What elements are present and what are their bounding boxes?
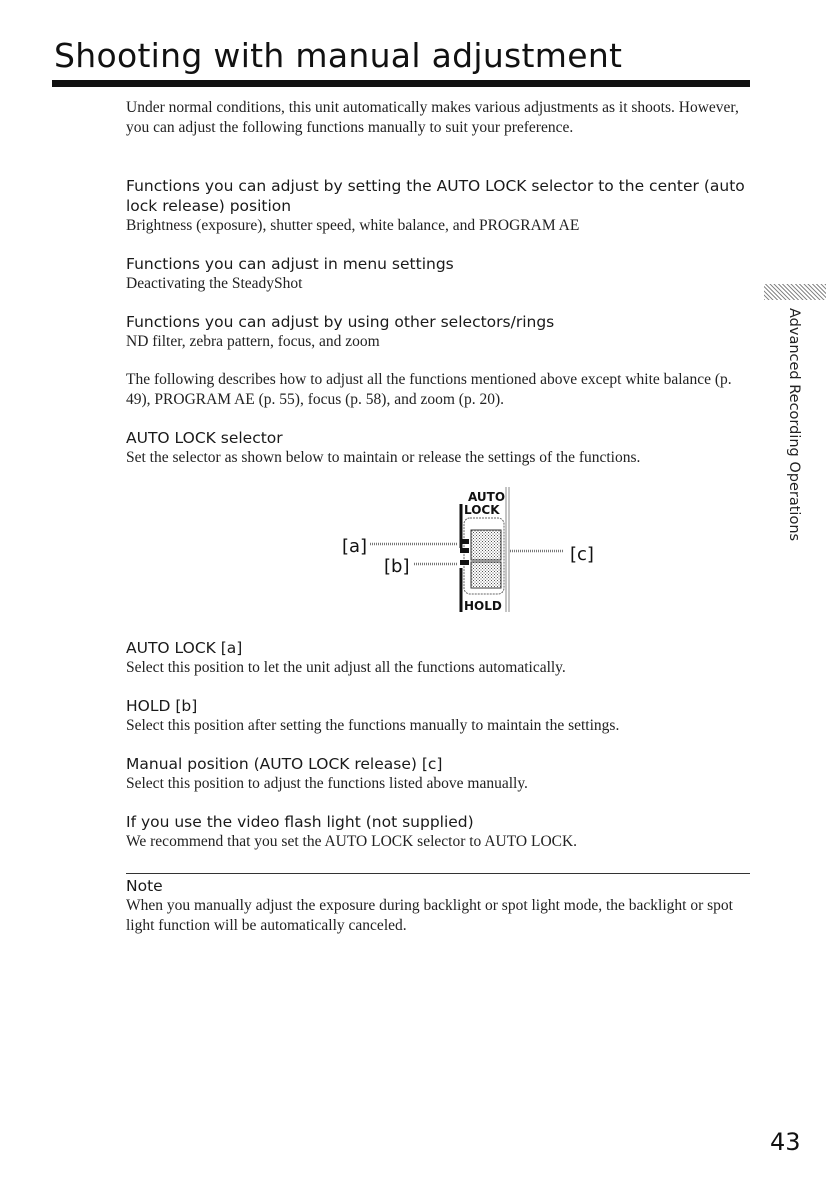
page-number: 43 (770, 1128, 801, 1156)
page-title: Shooting with manual adjustment (54, 36, 623, 75)
section-heading: If you use the video flash light (not supplied) (126, 813, 474, 831)
position-heading: AUTO LOCK [a] (126, 639, 243, 657)
auto-lock-selector-section (126, 428, 746, 468)
note-section (126, 876, 746, 936)
side-tab-marker (764, 284, 826, 300)
auto-lock-selector-diagram (320, 484, 600, 616)
position-body: Select this position after setting the functions manually to maintain the settings. (126, 717, 620, 734)
diagram-knob-upper (471, 530, 501, 560)
section-heading: Functions you can adjust by setting the AUTO LOCK selector to the center (auto lock release) position (126, 177, 745, 215)
video-flash-section (126, 812, 746, 852)
position-heading: Manual position (AUTO LOCK release) [c] (126, 755, 443, 773)
section-body: Deactivating the SteadyShot (126, 275, 303, 292)
position-auto-lock (126, 638, 746, 678)
diagram-label-lock: LOCK (464, 503, 500, 517)
intro-paragraph: Under normal conditions, this unit automatically makes various adjustments as it shoots. However, you can adjust the following functions manually to suit your preference. (126, 99, 739, 136)
diagram-tick-c (460, 548, 469, 553)
section-heading: AUTO LOCK selector (126, 429, 283, 447)
section-auto-lock-center (126, 176, 746, 236)
position-manual (126, 754, 746, 794)
section-heading: Functions you can adjust in menu settings (126, 255, 454, 273)
section-heading: Functions you can adjust by using other selectors/rings (126, 313, 555, 331)
position-body: Select this position to adjust the functions listed above manually. (126, 775, 528, 792)
section-body: ND filter, zebra pattern, focus, and zoom (126, 333, 380, 350)
callout-label-a: [a] (342, 536, 368, 557)
section-body: Set the selector as shown below to maintain or release the settings of the functions. (126, 449, 641, 466)
position-heading: HOLD [b] (126, 697, 198, 715)
note-heading: Note (126, 877, 163, 895)
section-body: Brightness (exposure), shutter speed, white balance, and PROGRAM AE (126, 217, 580, 234)
callout-label-c: [c] (570, 544, 594, 565)
section-body: We recommend that you set the AUTO LOCK selector to AUTO LOCK. (126, 833, 578, 850)
diagram-tick-b (460, 560, 469, 565)
diagram-knob-lower (471, 562, 501, 588)
note-divider (126, 873, 750, 874)
section-menu-settings (126, 254, 746, 294)
section-other-selectors (126, 312, 746, 352)
following-paragraph: The following describes how to adjust all the functions mentioned above except white balance (p. 49), PROGRAM AE (p. 55), focus (p. 58), and zoom (p. 20). (126, 371, 732, 408)
position-hold (126, 696, 746, 736)
note-body: When you manually adjust the exposure during backlight or spot light mode, the backlight or spot light function will be automatically canceled. (126, 897, 733, 934)
position-body: Select this position to let the unit adjust all the functions automatically. (126, 659, 566, 676)
diagram-label-auto: AUTO (468, 490, 506, 504)
side-tab-label: Advanced Recording Operations (786, 308, 802, 542)
callout-label-b: [b] (384, 556, 410, 577)
diagram-tick-a (460, 539, 469, 544)
diagram-label-hold: HOLD (464, 599, 502, 613)
title-rule (52, 80, 750, 87)
